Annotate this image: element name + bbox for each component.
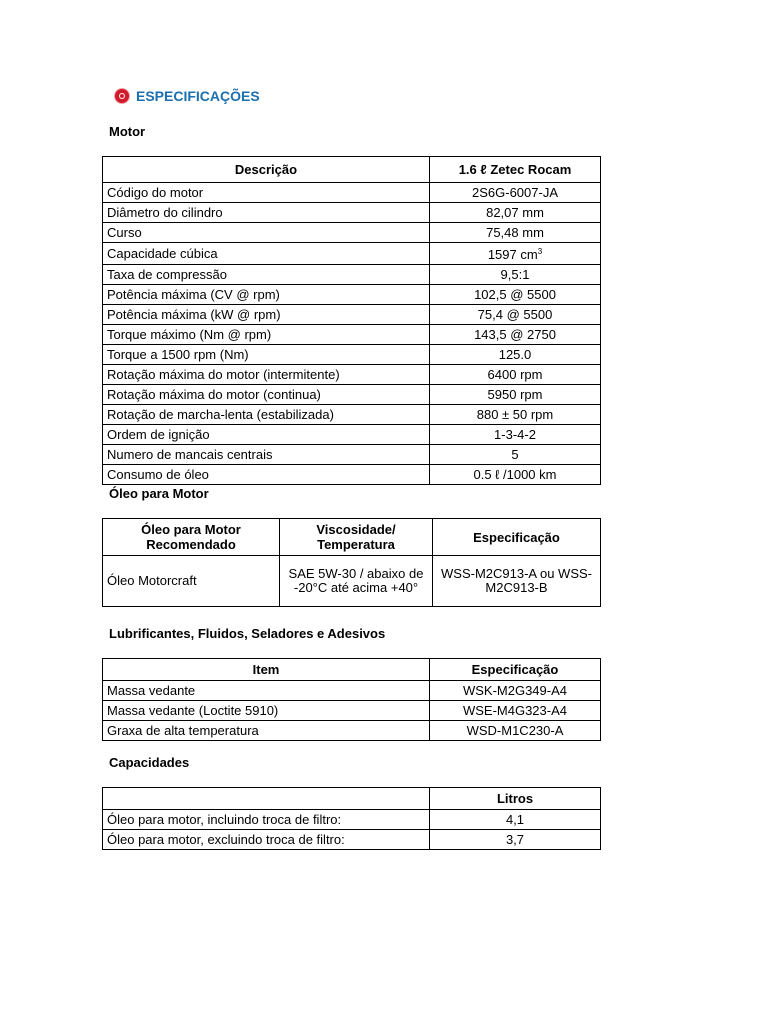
table-row bbox=[103, 810, 601, 830]
header-litros: Litros bbox=[430, 788, 601, 810]
header-descricao: Descrição bbox=[103, 157, 430, 183]
section-heading-motor: Motor bbox=[109, 124, 146, 139]
row-value: 6400 rpm bbox=[430, 365, 601, 385]
table-row bbox=[103, 243, 601, 265]
header-engine: 1.6 ℓ Zetec Rocam bbox=[430, 157, 601, 183]
row-value: 2S6G-6007-JA bbox=[430, 183, 601, 203]
cc-superscript: 3 bbox=[537, 247, 543, 256]
row-label: Torque máximo (Nm @ rpm) bbox=[103, 325, 430, 345]
table-row bbox=[103, 345, 601, 365]
oil-table bbox=[102, 518, 601, 607]
table-row bbox=[103, 203, 601, 223]
section-heading-cap: Capacidades bbox=[109, 755, 190, 770]
row-label: Código do motor bbox=[103, 183, 430, 203]
motor-spec-table bbox=[102, 156, 601, 485]
row-label: Óleo para motor, incluindo troca de filtro: bbox=[103, 810, 430, 830]
header-empty bbox=[103, 788, 430, 810]
row-value: 75,48 mm bbox=[430, 223, 601, 243]
row-value: 4,1 bbox=[430, 810, 601, 830]
row-value: 82,07 mm bbox=[430, 203, 601, 223]
row-value: 75,4 @ 5500 bbox=[430, 305, 601, 325]
row-label: Rotação de marcha-lenta (estabilizada) bbox=[103, 405, 430, 425]
row-value: 1-3-4-2 bbox=[430, 425, 601, 445]
table-row bbox=[103, 445, 601, 465]
table-row bbox=[103, 325, 601, 345]
row-label: Rotação máxima do motor (continua) bbox=[103, 385, 430, 405]
row-label: Numero de mancais centrais bbox=[103, 445, 430, 465]
header-spec: Especificação bbox=[430, 659, 601, 681]
row-label: Ordem de ignição bbox=[103, 425, 430, 445]
row-value: 9,5:1 bbox=[430, 265, 601, 285]
section-heading-lub: Lubrificantes, Fluidos, Seladores e Adesivos bbox=[109, 626, 386, 641]
oil-name: Óleo Motorcraft bbox=[103, 556, 280, 607]
table-row bbox=[103, 425, 601, 445]
row-value: WSK-M2G349-A4 bbox=[430, 681, 601, 701]
row-label: Taxa de compressão bbox=[103, 265, 430, 285]
table-row bbox=[103, 305, 601, 325]
table-row bbox=[103, 701, 601, 721]
row-label: Consumo de óleo bbox=[103, 465, 430, 485]
row-label: Torque a 1500 rpm (Nm) bbox=[103, 345, 430, 365]
table-row bbox=[103, 365, 601, 385]
row-label: Potência máxima (kW @ rpm) bbox=[103, 305, 430, 325]
row-value: WSE-M4G323-A4 bbox=[430, 701, 601, 721]
table-row bbox=[103, 285, 601, 305]
row-label: Óleo para motor, excluindo troca de filtro: bbox=[103, 830, 430, 850]
row-value: WSD-M1C230-A bbox=[430, 721, 601, 741]
section-heading-oleo: Óleo para Motor bbox=[109, 486, 209, 501]
lubricants-table bbox=[102, 658, 601, 741]
row-label: Massa vedante (Loctite 5910) bbox=[103, 701, 430, 721]
row-value: 3,7 bbox=[430, 830, 601, 850]
row-value: 1597 $cm^3$ bbox=[430, 243, 601, 265]
table-row bbox=[103, 265, 601, 285]
table-row bbox=[103, 223, 601, 243]
row-value: 143,5 @ 2750 bbox=[430, 325, 601, 345]
header-oil: Óleo para Motor Recomendado bbox=[103, 519, 280, 556]
row-label: Massa vedante bbox=[103, 681, 430, 701]
table-row bbox=[103, 385, 601, 405]
row-label: Capacidade cúbica bbox=[103, 243, 430, 265]
table-row bbox=[103, 405, 601, 425]
oil-spec: WSS-M2C913-A ou WSS-M2C913-B bbox=[433, 556, 601, 607]
row-value: 5 bbox=[430, 445, 601, 465]
row-label: Diâmetro do cilindro bbox=[103, 203, 430, 223]
title-text: ESPECIFICAÇÕES bbox=[136, 88, 260, 104]
header-item: Item bbox=[103, 659, 430, 681]
row-label: Graxa de alta temperatura bbox=[103, 721, 430, 741]
page-title bbox=[115, 88, 260, 104]
header-spec: Especificação bbox=[433, 519, 601, 556]
header-viscosity: Viscosidade/ Temperatura bbox=[280, 519, 433, 556]
row-label: Curso bbox=[103, 223, 430, 243]
table-row bbox=[103, 830, 601, 850]
row-value: 102,5 @ 5500 bbox=[430, 285, 601, 305]
row-label: Potência máxima (CV @ rpm) bbox=[103, 285, 430, 305]
row-value: 880 ± 50 rpm bbox=[430, 405, 601, 425]
table-row bbox=[103, 556, 601, 607]
table-row bbox=[103, 721, 601, 741]
capacities-table bbox=[102, 787, 601, 850]
oil-viscosity: SAE 5W-30 / abaixo de -20°C até acima +40° bbox=[280, 556, 433, 607]
target-bullet-icon bbox=[115, 89, 129, 103]
row-value: 5950 rpm bbox=[430, 385, 601, 405]
table-row bbox=[103, 465, 601, 485]
table-row bbox=[103, 183, 601, 203]
table-row bbox=[103, 681, 601, 701]
row-value: 125.0 bbox=[430, 345, 601, 365]
row-value: 0.5 ℓ /1000 km bbox=[430, 465, 601, 485]
row-label: Rotação máxima do motor (intermitente) bbox=[103, 365, 430, 385]
